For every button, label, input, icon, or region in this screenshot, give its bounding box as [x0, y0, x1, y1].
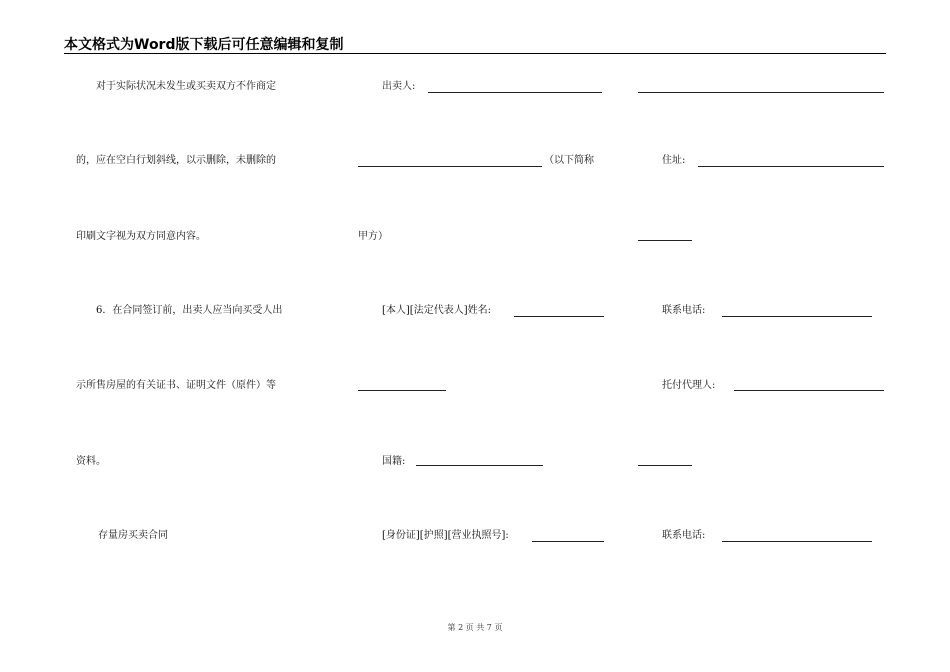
representative-name-blank-line: [514, 316, 604, 317]
phone-blank-line-1: [722, 316, 872, 317]
nationality-blank-line: [416, 465, 543, 466]
page-header-title: 本文格式为Word版下载后可任意编辑和复制: [64, 37, 344, 53]
phone-label-2: 联系电话:: [662, 530, 706, 541]
col1-line1: 对于实际状况未发生或买卖双方不作商定: [96, 81, 276, 92]
col1-line2: 的，应在空白行划斜线，以示删除，未删除的: [76, 155, 276, 166]
representative-name-label: [本人][法定代表人]姓名:: [382, 305, 491, 316]
col1-line4: 6．在合同签订前，出卖人应当向买受人出: [96, 305, 283, 316]
col3-top-blank-line: [638, 92, 884, 93]
seller-blank-line: [428, 92, 602, 93]
seller-label: 出卖人:: [382, 81, 416, 92]
nationality-label: 国籍:: [382, 456, 406, 467]
address-blank-line: [698, 166, 884, 167]
party-a-label: 甲方）: [358, 231, 388, 242]
col1-line5: 示所售房屋的有关证书、证明文件（原件）等: [76, 380, 276, 391]
agent-label: 托付代理人:: [662, 380, 716, 391]
agent-blank-line: [734, 390, 884, 391]
id-document-label: [身份证][护照][营业执照号]:: [382, 530, 509, 541]
col1-line6: 资料。: [76, 456, 106, 467]
address-extra-blank-line: [638, 240, 692, 241]
col1-line3: 印刷文字视为双方同意内容。: [76, 231, 206, 242]
agent-extra-blank-line: [638, 465, 692, 466]
header-divider: [64, 53, 886, 54]
address-label: 住址:: [662, 155, 686, 166]
col1-line7: 存量房买卖合同: [98, 530, 168, 541]
id-document-blank-line: [532, 541, 604, 542]
phone-blank-line-2: [722, 541, 872, 542]
phone-label-1: 联系电话:: [662, 305, 706, 316]
representative-extra-blank-line: [358, 390, 446, 391]
seller-name-blank-line: [358, 166, 542, 167]
page-number-footer: 第 2 页 共 7 页: [447, 623, 503, 632]
abbreviation-label: （以下简称: [544, 155, 594, 166]
